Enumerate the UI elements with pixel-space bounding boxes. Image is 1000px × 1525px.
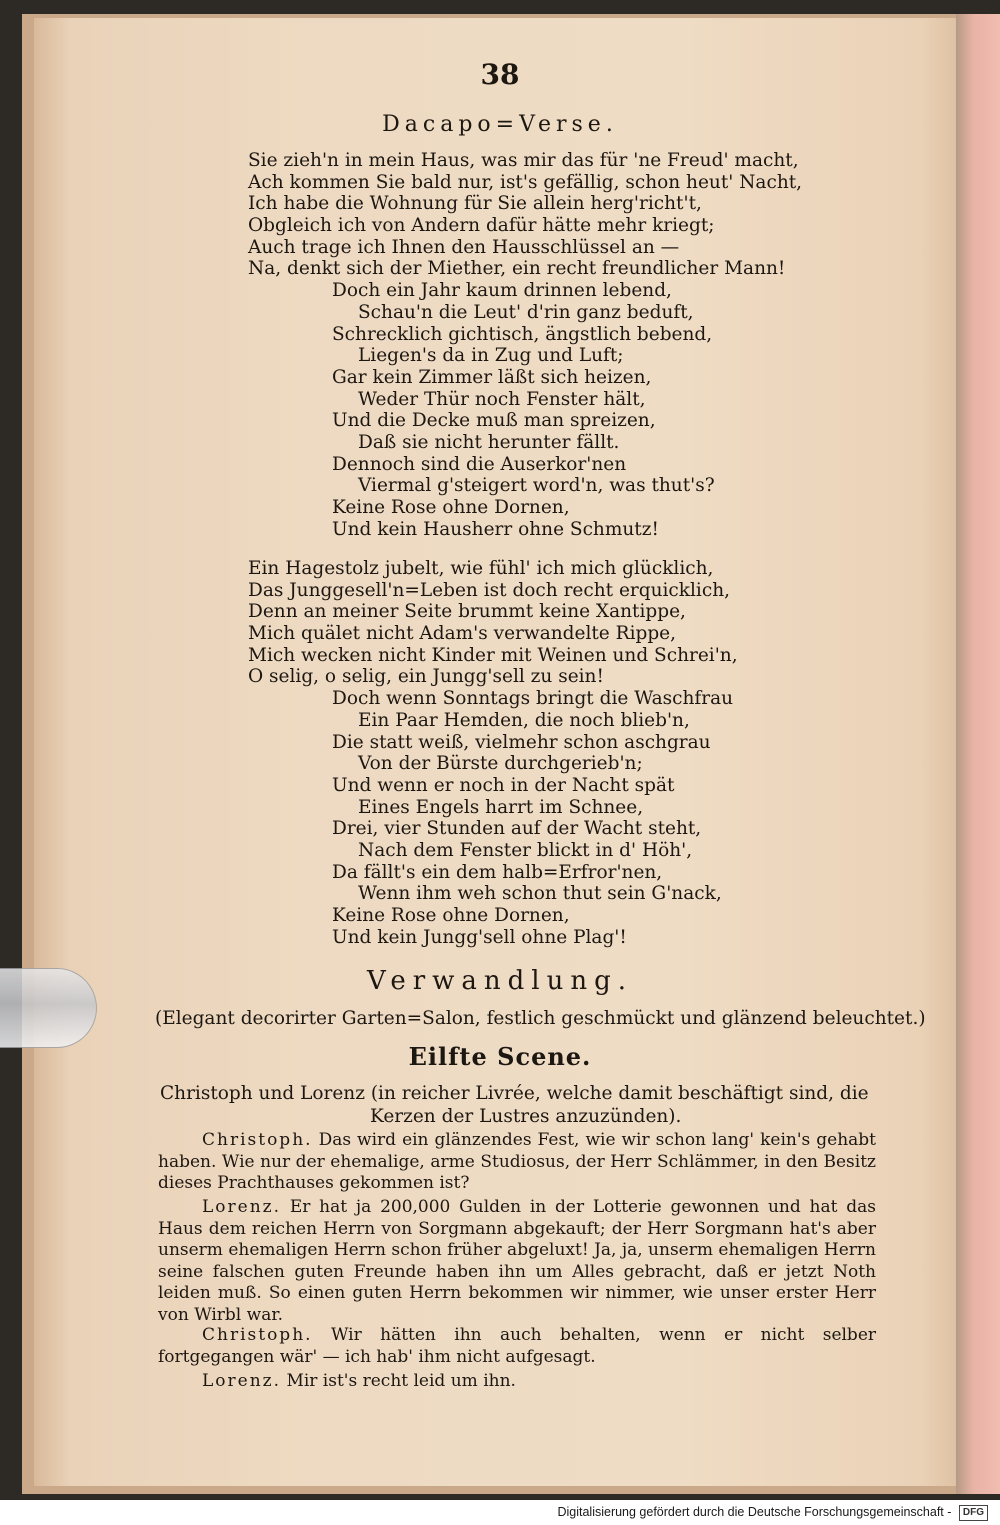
scene-title: Eilfte Scene. [408, 1042, 592, 1071]
verse-line: Mich wecken nicht Kinder mit Weinen und Schrei'n, [248, 644, 738, 666]
verse-line: Das Junggesell'n=Leben ist doch recht erquicklich, [248, 579, 730, 601]
verse-line: Die statt weiß, vielmehr schon aschgrau [332, 731, 711, 753]
scene-characters-line-1: Christoph und Lorenz (in reicher Livrée, welche damit beschäftigt sind, die [160, 1083, 869, 1104]
verse-line: Keine Rose ohne Dornen, [332, 497, 570, 518]
section-heading-verwandlung: Verwandlung. [366, 966, 634, 996]
speaker-name: Lorenz. [202, 1197, 282, 1217]
speaker-name: Christoph. [202, 1130, 313, 1150]
dialogue-paragraph [158, 1130, 876, 1195]
dialogue-text: Wir hätten ihn auch behalten, wenn er nicht selber fortgegangen wär' — ich hab' ihm nicht aufgesagt. [158, 1325, 877, 1367]
verse-line: Viermal g'steigert word'n, was thut's? [358, 475, 715, 497]
verse-line: Da fällt's ein dem halb=Erfror'nen, [332, 861, 663, 883]
scene-characters [160, 1082, 876, 1128]
verse-line: Und wenn er noch in der Nacht spät [332, 774, 675, 796]
speaker-name: Lorenz. [202, 1371, 282, 1391]
dialogue-text: Er hat ja 200,000 Gulden in der Lotterie gewonnen und hat das Haus dem reichen Herrn von Sorgmann abgekauft; der Herr Sorgmann hat's aber unserm ehemaligen Herrn schon früher abgeluxt! Ja, ja, unserm ehemaligen Herrn seine falschen guten Freunde haben ihn um Alles gebracht, daß er jetzt Noth leiden muß. So einen guten Herrn bekommen wir nimmer, wie unser erster Herr von Wirbl war. [158, 1197, 876, 1325]
section-heading-dacapo: Dacapo=Verse. [382, 112, 618, 137]
dialogue-paragraph [158, 1371, 876, 1393]
verse-stanza-2 [248, 558, 738, 948]
verse-line: Liegen's da in Zug und Luft; [358, 345, 624, 367]
verse-line: Schau'n die Leut' d'rin ganz beduft, [358, 301, 694, 323]
verse-line: Na, denkt sich der Miether, ein recht freundlicher Mann! [248, 258, 786, 280]
dialogue-text: Mir ist's recht leid um ihn. [286, 1371, 516, 1391]
verse-line: Nach dem Fenster blickt in d' Höh', [358, 839, 693, 861]
verse-line: O selig, o selig, ein Jungg'sell zu sein! [248, 666, 604, 688]
verse-line: Ein Paar Hemden, die noch blieb'n, [358, 709, 690, 731]
verse-line: Ach kommen Sie bald nur, ist's gefällig, schon heut' Nacht, [248, 171, 803, 193]
verse-line: Eines Engels harrt im Schnee, [358, 796, 644, 818]
verse-stanza-1 [248, 150, 802, 540]
verse-line: Keine Rose ohne Dornen, [332, 905, 570, 926]
verse-line: Wenn ihm weh schon thut sein G'nack, [358, 883, 722, 905]
verse-line: Und kein Jungg'sell ohne Plag'! [332, 926, 627, 948]
verse-line: Dennoch sind die Auserkor'nen [332, 453, 627, 475]
verse-line: Obgleich ich von Andern dafür hätte mehr kriegt; [248, 215, 715, 237]
footer-text: Digitalisierung gefördert durch die Deutsche Forschungsgemeinschaft - [557, 1505, 952, 1519]
digitization-footer [557, 1500, 988, 1525]
verse-line: Von der Bürste durchgerieb'n; [358, 753, 643, 775]
verse-line: Denn an meiner Seite brummt keine Xantippe, [248, 601, 686, 623]
verse-line: Ein Hagestolz jubelt, wie fühl' ich mich glücklich, [248, 558, 714, 579]
verse-line: Weder Thür noch Fenster hält, [358, 388, 646, 410]
verse-line: Doch ein Jahr kaum drinnen lebend, [332, 280, 672, 302]
verse-line: Und die Decke muß man spreizen, [332, 410, 656, 432]
dfg-logo: DFG [959, 1505, 988, 1521]
facing-page-edge [956, 14, 1000, 1494]
dialogue-text: Das wird ein glänzendes Fest, wie wir schon lang' kein's gehabt haben. Wie nur der ehemalige, arme Studiosus, der Herr Schlämmer, in den Besitz dieses Prachthauses gekommen ist? [158, 1130, 876, 1193]
dialogue-paragraph [158, 1325, 876, 1368]
verse-line: Ich habe die Wohnung für Sie allein herg'richt't, [248, 193, 702, 215]
verse-line: Gar kein Zimmer läßt sich heizen, [332, 366, 652, 388]
scene-characters-line-2: Kerzen der Lustres anzuzünden). [370, 1106, 682, 1127]
verse-line: Sie zieh'n in mein Haus, was mir das für 'ne Freud' macht, [248, 150, 799, 171]
verse-line: Schrecklich gichtisch, ängstlich bebend, [332, 323, 713, 345]
verse-line: Drei, vier Stunden auf der Wacht steht, [332, 818, 702, 840]
verse-line: Doch wenn Sonntags bringt die Waschfrau [332, 688, 734, 710]
verse-line: Und kein Hausherr ohne Schmutz! [332, 518, 659, 540]
verse-line: Auch trage ich Ihnen den Hausschlüssel an — [248, 236, 680, 258]
stage-direction: (Elegant decorirter Garten=Salon, festlich geschmückt und glänzend beleuchtet.) [155, 1008, 926, 1029]
speaker-name: Christoph. [202, 1325, 313, 1345]
verse-line: Mich quälet nicht Adam's verwandelte Rippe, [248, 623, 676, 645]
dialogue-paragraph [158, 1197, 876, 1326]
page-number: 38 [480, 58, 520, 91]
verse-line: Daß sie nicht herunter fällt. [358, 431, 620, 453]
